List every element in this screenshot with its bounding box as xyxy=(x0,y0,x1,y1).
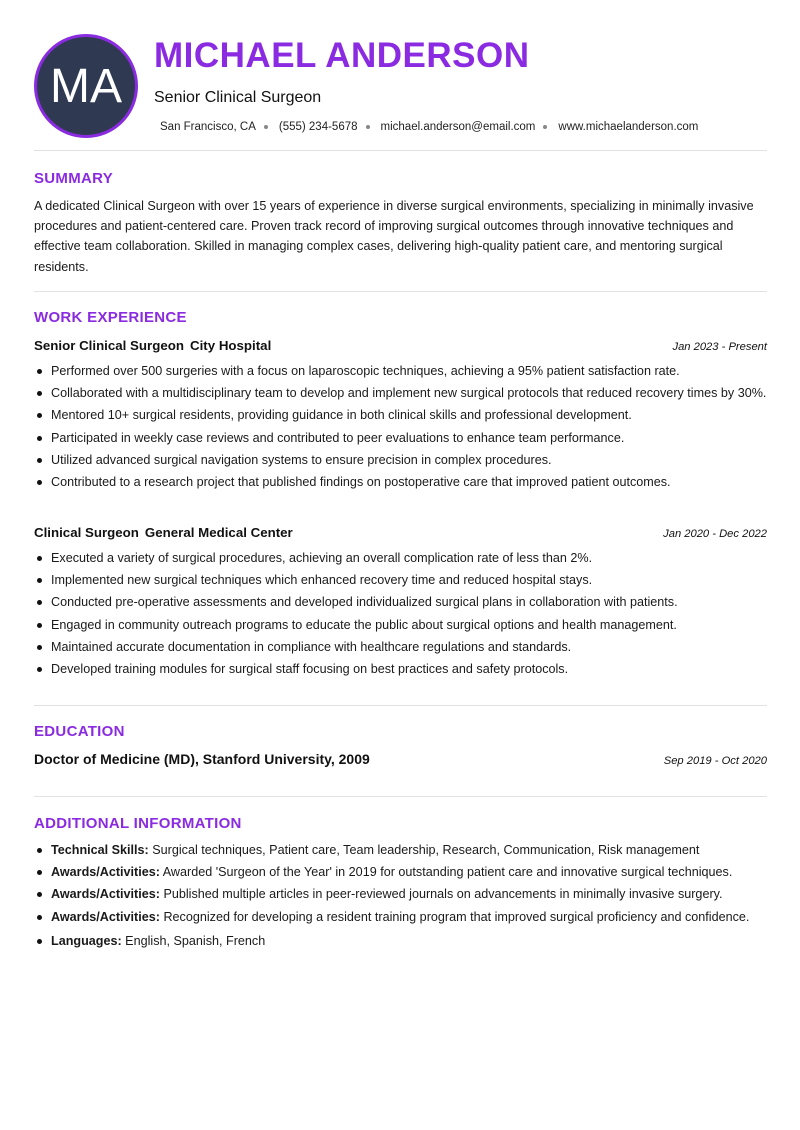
list-item: Conducted pre-operative assessments and developed individualized surgical plans in collaboration with patients. xyxy=(34,593,767,612)
additional-heading: ADDITIONAL INFORMATION xyxy=(34,815,242,832)
contact-location: San Francisco, CA xyxy=(160,121,256,133)
contact-line xyxy=(160,121,698,133)
item-text: English, Spanish, French xyxy=(121,934,266,949)
item-text: Surgical techniques, Patient care, Team leadership, Research, Communication, Risk management xyxy=(148,843,700,857)
list-item: Contributed to a research project that published findings on postoperative care that improved patient outcomes. xyxy=(34,473,767,492)
contact-email[interactable]: michael.anderson@email.com xyxy=(380,121,536,133)
education-dates: Sep 2019 - Oct 2020 xyxy=(663,755,767,767)
bullet-separator xyxy=(264,125,268,129)
job-role xyxy=(34,525,293,540)
list-item: Engaged in community outreach programs to educate the public about surgical options and health management. xyxy=(34,616,767,635)
item-label: Awards/Activities: xyxy=(51,887,160,902)
bullet-separator xyxy=(366,125,370,129)
job-bullets xyxy=(34,549,767,682)
divider xyxy=(34,150,767,151)
list-item: Developed training modules for surgical staff focusing on best practices and safety protocols. xyxy=(34,660,767,679)
avatar xyxy=(34,34,138,138)
contact-phone[interactable]: (555) 234-5678 xyxy=(278,121,358,133)
list-item xyxy=(34,841,767,860)
item-label: Technical Skills: xyxy=(51,843,149,857)
list-item xyxy=(34,863,767,882)
education-row xyxy=(34,751,767,767)
job-header xyxy=(34,338,767,353)
additional-list xyxy=(34,841,767,955)
list-item xyxy=(34,885,767,904)
job-company: City Hospital xyxy=(190,338,272,353)
list-item: Utilized advanced surgical navigation systems to ensure precision in complex procedures. xyxy=(34,451,767,470)
list-item xyxy=(34,932,767,951)
list-item: Collaborated with a multidisciplinary team to develop and implement new surgical protocols that reduced recovery times by 30%. xyxy=(34,384,767,403)
education-degree: Doctor of Medicine (MD), Stanford University, 2009 xyxy=(34,751,370,767)
list-item: Implemented new surgical techniques which enhanced recovery time and reduced hospital stays. xyxy=(34,571,767,590)
summary-text: A dedicated Clinical Surgeon with over 15 years of experience in diverse surgical environments, specializing in minimally invasive procedures and patient-centered care. Proven track record of improving surgical outcomes through innovative techniques and effective team collaboration. Skilled in managing complex cases, delivering high-quality patient care, and mentoring surgical residents. xyxy=(34,199,754,274)
job-dates: Jan 2023 - Present xyxy=(672,341,767,353)
candidate-name: MICHAEL ANDERSON xyxy=(154,36,530,75)
divider xyxy=(34,796,767,797)
list-item: Performed over 500 surgeries with a focus on laparoscopic techniques, achieving a 95% patient satisfaction rate. xyxy=(34,362,767,381)
item-label: Languages: xyxy=(51,934,122,949)
education-heading: EDUCATION xyxy=(34,723,125,740)
job-company: General Medical Center xyxy=(144,525,293,540)
job-position: Senior Clinical Surgeon xyxy=(34,338,184,353)
bullet-separator xyxy=(543,125,547,129)
list-item: Participated in weekly case reviews and contributed to peer evaluations to enhance team performance. xyxy=(34,429,767,448)
candidate-title: Senior Clinical Surgeon xyxy=(154,89,322,106)
item-text: Awarded 'Surgeon of the Year' in 2019 for outstanding patient care and innovative surgical techniques. xyxy=(159,865,733,880)
contact-website[interactable]: www.michaelanderson.com xyxy=(558,121,699,133)
item-text: Published multiple articles in peer-reviewed journals on advancements in minimally invasive surgery. xyxy=(159,887,723,902)
job-header xyxy=(34,525,767,540)
job-position: Clinical Surgeon xyxy=(34,525,139,540)
list-item xyxy=(34,908,767,927)
divider xyxy=(34,291,767,292)
job-dates: Jan 2020 - Dec 2022 xyxy=(663,528,767,540)
item-text: Recognized for developing a resident training program that improved surgical proficiency and confidence. xyxy=(159,909,750,924)
list-item: Mentored 10+ surgical residents, providing guidance in both clinical skills and professional development. xyxy=(34,406,767,425)
avatar-initials: MA xyxy=(50,59,122,113)
divider xyxy=(34,705,767,706)
summary-heading: SUMMARY xyxy=(34,170,114,187)
job-role xyxy=(34,338,271,353)
list-item: Executed a variety of surgical procedures, achieving an overall complication rate of less than 2%. xyxy=(34,549,767,568)
item-label: Awards/Activities: xyxy=(51,865,160,880)
experience-heading: WORK EXPERIENCE xyxy=(34,309,187,326)
list-item: Maintained accurate documentation in compliance with healthcare regulations and standards. xyxy=(34,638,767,657)
job-bullets xyxy=(34,362,767,495)
item-label: Awards/Activities: xyxy=(51,909,160,924)
